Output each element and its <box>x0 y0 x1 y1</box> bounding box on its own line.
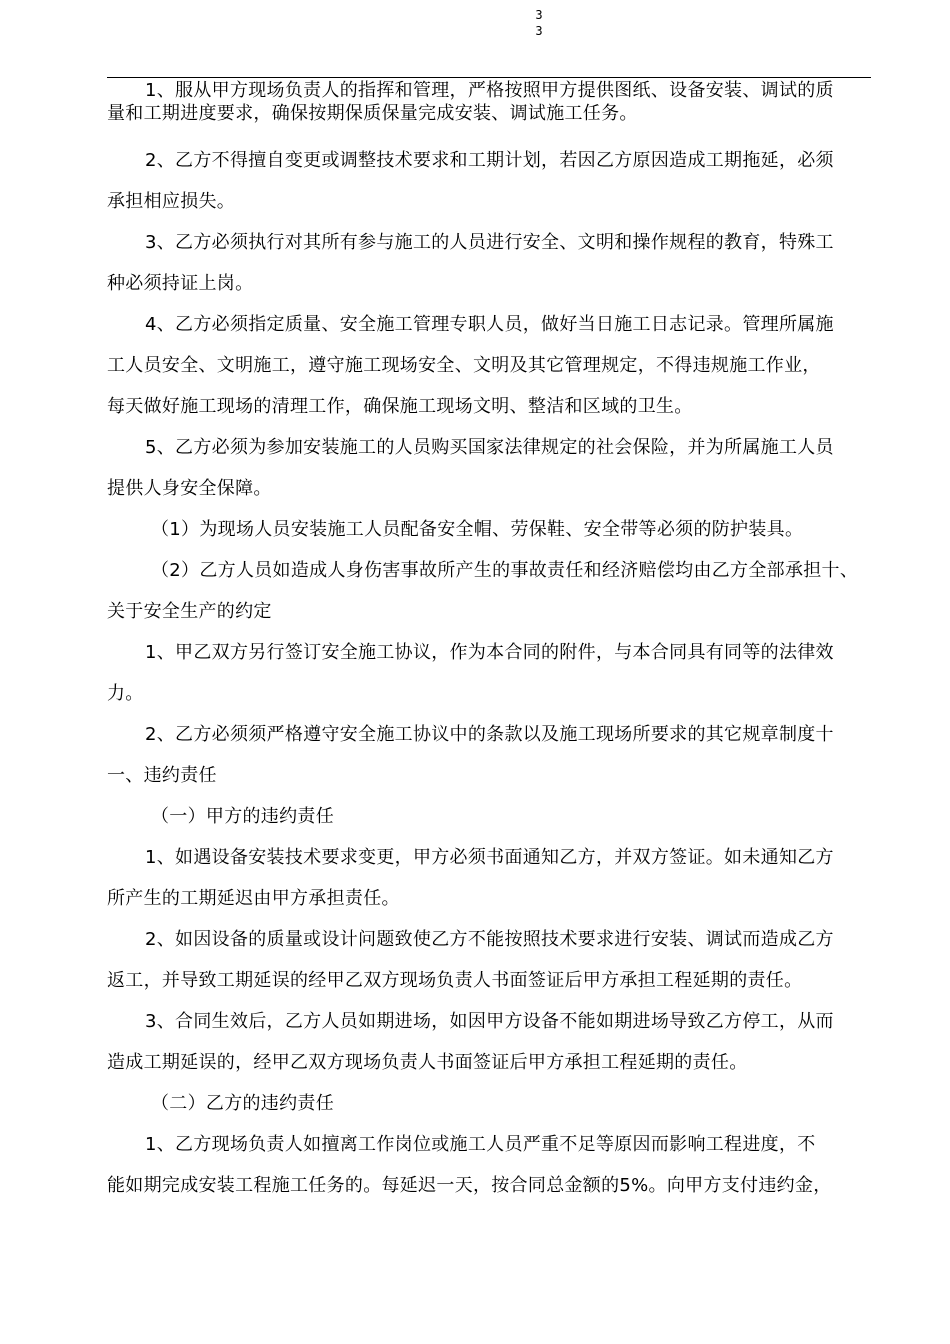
paragraph-5 <box>107 427 871 509</box>
text-line: （2）乙方人员如造成人身伤害事故所产生的事故责任和经济赔偿均由乙方全部承担十、 <box>151 560 859 581</box>
text-line: （1）为现场人员安装施工人员配备安全帽、劳保鞋、安全带等必须的防护装具。 <box>151 519 804 540</box>
text-line: 3、乙方必须执行对其所有参与施工的人员进行安全、文明和操作规程的教育，特殊工 <box>145 232 834 253</box>
text-line: 1、甲乙双方另行签订安全施工协议，作为本合同的附件，与本合同具有同等的法律效 <box>145 642 834 663</box>
text-line: 1、服从甲方现场负责人的指挥和管理，严格按照甲方提供图纸、设备安装、调试的质 <box>145 80 834 101</box>
paragraph-6 <box>107 509 871 550</box>
text-line: 2、乙方不得擅自变更或调整技术要求和工期计划，若因乙方原因造成工期拖延，必须 <box>145 150 834 171</box>
paragraph-1 <box>107 79 871 125</box>
paragraph-11 <box>107 837 871 919</box>
text-line: （一）甲方的违约责任 <box>151 806 334 827</box>
text-line: 能如期完成安装工程施工任务的。每延迟一天，按合同总金额的5%。向甲方支付违约金， <box>107 1175 832 1196</box>
text-line: 关于安全生产的约定 <box>107 601 272 622</box>
text-line: 返工，并导致工期延误的经甲乙双方现场负责人书面签证后甲方承担工程延期的责任。 <box>107 970 803 991</box>
text-line: 种必须持证上岗。 <box>107 273 254 294</box>
text-line: （二）乙方的违约责任 <box>151 1093 334 1114</box>
paragraph-2 <box>107 140 871 222</box>
paragraph-7 <box>107 550 871 632</box>
text-line: 量和工期进度要求，确保按期保质保量完成安装、调试施工任务。 <box>107 103 638 124</box>
text-line: 5、乙方必须为参加安装施工的人员购买国家法律规定的社会保险，并为所属施工人员 <box>145 437 834 458</box>
text-line: 2、如因设备的质量或设计问题致使乙方不能按照技术要求进行安装、调试而造成乙方 <box>145 929 834 950</box>
paragraph-12 <box>107 919 871 1001</box>
page-number-top: 3 <box>535 8 543 22</box>
section-heading-party-a <box>107 796 871 837</box>
text-line: 工人员安全、文明施工，遵守施工现场安全、文明及其它管理规定，不得违规施工作业， <box>107 355 821 376</box>
text-line: 造成工期延误的，经甲乙双方现场负责人书面签证后甲方承担工程延期的责任。 <box>107 1052 748 1073</box>
text-line: 力。 <box>107 683 144 704</box>
document-body <box>107 79 871 1206</box>
text-line: 1、乙方现场负责人如擅离工作岗位或施工人员严重不足等原因而影响工程进度，不 <box>145 1134 816 1155</box>
text-line: 提供人身安全保障。 <box>107 478 272 499</box>
paragraph-9 <box>107 714 871 796</box>
text-line: 每天做好施工现场的清理工作，确保施工现场文明、整洁和区域的卫生。 <box>107 396 693 417</box>
text-line: 3、合同生效后，乙方人员如期进场，如因甲方设备不能如期进场导致乙方停工，从而 <box>145 1011 834 1032</box>
text-line: 所产生的工期延迟由甲方承担责任。 <box>107 888 400 909</box>
paragraph-8 <box>107 632 871 714</box>
paragraph-15 <box>107 1124 871 1206</box>
header-rule <box>107 77 871 78</box>
paragraph-3 <box>107 222 871 304</box>
text-line: 承担相应损失。 <box>107 191 236 212</box>
paragraph-13 <box>107 1001 871 1083</box>
page-number-bottom: 3 <box>535 24 543 38</box>
text-line: 4、乙方必须指定质量、安全施工管理专职人员，做好当日施工日志记录。管理所属施 <box>145 314 834 335</box>
paragraph-4 <box>107 304 871 427</box>
text-line: 一、违约责任 <box>107 765 217 786</box>
text-line: 2、乙方必须须严格遵守安全施工协议中的条款以及施工现场所要求的其它规章制度十 <box>145 724 834 745</box>
text-line: 1、如遇设备安装技术要求变更，甲方必须书面通知乙方，并双方签证。如未通知乙方 <box>145 847 834 868</box>
section-heading-party-b <box>107 1083 871 1124</box>
